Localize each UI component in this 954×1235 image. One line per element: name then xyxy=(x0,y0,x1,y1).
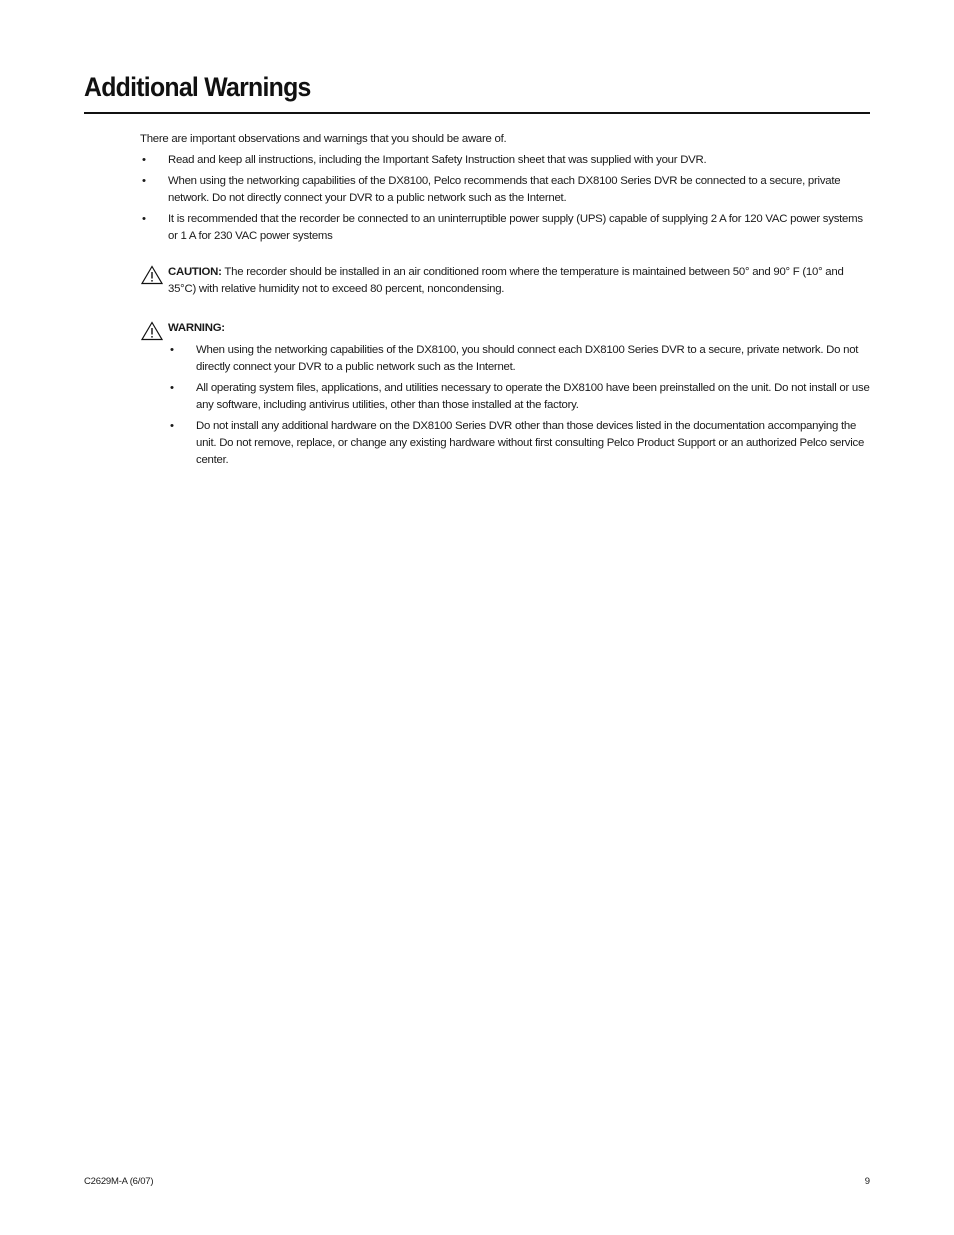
list-item xyxy=(168,418,870,469)
list-item xyxy=(140,152,870,169)
list-item xyxy=(140,173,870,207)
bullet: • xyxy=(142,154,146,166)
warning-label: WARNING: xyxy=(168,322,225,334)
list-item-text: When using the networking capabilities of the DX8100, Pelco recommends that each DX8100 Series DVR be connected to a secure, private network. Do not directly connect your DVR to a public network such as the Internet. xyxy=(168,175,841,204)
footer-document-code: C2629M-A (6/07) xyxy=(84,1176,154,1187)
footer-page-number: 9 xyxy=(864,1176,870,1187)
main-content xyxy=(140,131,870,473)
bullet: • xyxy=(170,344,174,356)
intro-paragraph: There are important observations and warnings that you should be aware of. xyxy=(140,133,507,145)
list-item xyxy=(168,380,870,414)
warning-notice xyxy=(140,320,870,469)
page-title: Additional Warnings xyxy=(84,72,311,102)
caution-notice xyxy=(140,264,870,298)
bullet: • xyxy=(142,213,146,225)
list-item-text: Do not install any additional hardware on the DX8100 Series DVR other than those devices listed in the documentation accompanying the unit. Do not remove, replace, or change any existing hardware without first consulting Pelco Product Support or an authorized Pelco service center. xyxy=(196,420,865,466)
bullet: • xyxy=(170,420,174,432)
list-item xyxy=(140,211,870,245)
list-item-text: It is recommended that the recorder be connected to an uninterruptible power supply (UPS) capable of supplying 2 A for 120 VAC power systems or 1 A for 230 VAC power systems xyxy=(168,213,863,242)
list-item-text: All operating system files, applications, and utilities necessary to operate the DX8100 have been preinstalled on the unit. Do not install or use any software, including antivirus utilities, other than those installed at the factory. xyxy=(196,382,870,411)
caution-text: The recorder should be installed in an air conditioned room where the temperature is maintained between 50° and 90° F (10° and 35°C) with relative humidity not to exceed 80 percent, noncondensing. xyxy=(168,266,844,295)
list-item xyxy=(168,342,870,376)
warning-triangle-icon xyxy=(141,321,163,341)
warning-triangle-icon xyxy=(141,265,163,285)
caution-label: CAUTION: xyxy=(168,266,222,278)
list-item-text: When using the networking capabilities of the DX8100, you should connect each DX8100 Series DVR to a secure, private network. Do not directly connect your DVR to a public network such as the Internet. xyxy=(196,344,859,373)
bullet: • xyxy=(170,382,174,394)
warning-list xyxy=(168,342,870,469)
list-item-text: Read and keep all instructions, including the Important Safety Instruction sheet that was supplied with your DVR. xyxy=(168,154,707,166)
observations-list xyxy=(140,152,870,245)
bullet: • xyxy=(142,175,146,187)
title-divider xyxy=(84,112,870,114)
